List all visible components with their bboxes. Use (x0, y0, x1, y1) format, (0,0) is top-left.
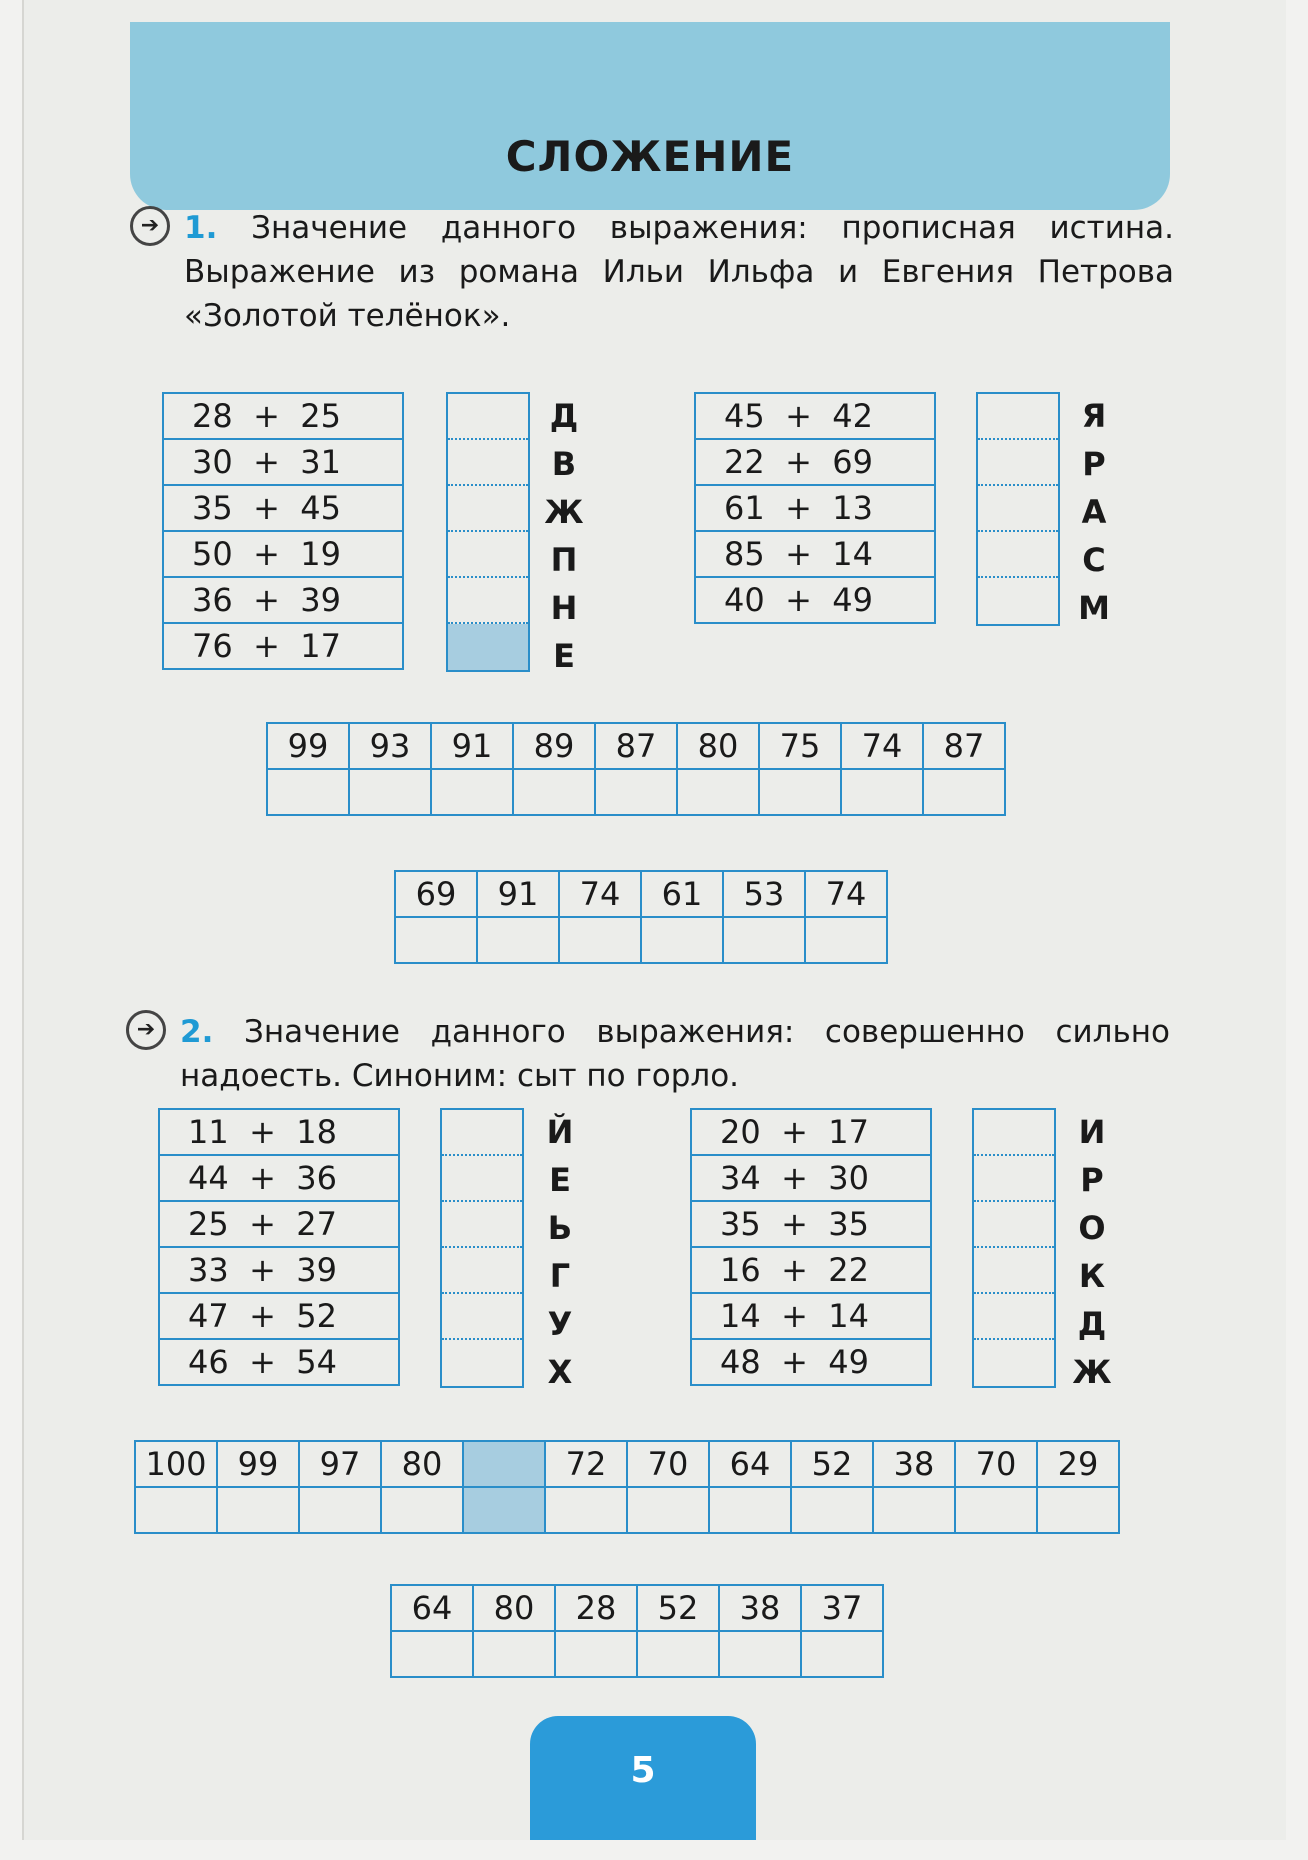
expression: 44 + 36 (159, 1155, 399, 1201)
grid-number: 75 (759, 723, 841, 769)
grid-answer-cell[interactable] (641, 917, 723, 963)
letter: К (1078, 1257, 1106, 1295)
header-band (130, 22, 1170, 210)
task2-left-answers (440, 1108, 524, 1388)
grid-answer-cell[interactable] (381, 1487, 463, 1533)
task1-number: 1. (184, 210, 218, 246)
grid-answer-cell[interactable] (719, 1631, 801, 1677)
letter: С (1082, 541, 1106, 579)
letter: И (1078, 1113, 1106, 1151)
expression: 20 + 17 (691, 1109, 931, 1155)
grid-answer-cell[interactable] (395, 917, 477, 963)
grid-answer-cell[interactable] (723, 917, 805, 963)
grid-answer-cell[interactable] (217, 1487, 299, 1533)
grid-number: 52 (637, 1585, 719, 1631)
answer-box[interactable] (974, 1294, 1054, 1340)
grid-number: 69 (395, 871, 477, 917)
letter: Е (553, 637, 575, 675)
answer-box[interactable] (974, 1156, 1054, 1202)
task1-right-answers (976, 392, 1060, 626)
answer-box[interactable] (448, 440, 528, 486)
grid-answer-cell[interactable] (559, 917, 641, 963)
grid-number: 91 (477, 871, 559, 917)
letter: П (550, 541, 578, 579)
grid-number: 29 (1037, 1441, 1119, 1487)
task2-right-answers (972, 1108, 1056, 1388)
letter: М (1078, 589, 1110, 627)
answer-box[interactable] (974, 1340, 1054, 1386)
answer-box[interactable] (978, 532, 1058, 578)
grid-number: 100 (135, 1441, 217, 1487)
grid-answer-cell[interactable] (135, 1487, 217, 1533)
task2-description: Значение данного выражения: совершенно сильно надоесть. Синоним: сыт по горло. (180, 1014, 1170, 1094)
grid-answer-cell[interactable] (299, 1487, 381, 1533)
expression: 40 + 49 (695, 577, 935, 623)
letter: А (1081, 493, 1107, 531)
answer-box[interactable] (978, 440, 1058, 486)
letter: Ь (547, 1209, 573, 1247)
task2-number: 2. (180, 1014, 214, 1050)
answer-box[interactable] (978, 486, 1058, 532)
grid-answer-cell[interactable] (477, 917, 559, 963)
grid-answer-cell[interactable] (841, 769, 923, 815)
task1-right-letters (1074, 392, 1114, 632)
letter: Д (549, 397, 579, 435)
grid-number: 38 (719, 1585, 801, 1631)
expression: 22 + 69 (695, 439, 935, 485)
task1-right-expressions (694, 392, 936, 624)
expression: 33 + 39 (159, 1247, 399, 1293)
grid-answer-cell[interactable] (955, 1487, 1037, 1533)
grid-answer-cell[interactable] (637, 1631, 719, 1677)
task2-right-expressions (690, 1108, 932, 1386)
expression: 48 + 49 (691, 1339, 931, 1385)
grid-answer-cell[interactable] (473, 1631, 555, 1677)
answer-box[interactable] (448, 624, 528, 670)
grid-number: 87 (595, 723, 677, 769)
arrow-icon: ➔ (130, 206, 170, 246)
grid-number: 80 (473, 1585, 555, 1631)
answer-box[interactable] (448, 394, 528, 440)
grid-answer-cell[interactable] (555, 1631, 637, 1677)
answer-box[interactable] (974, 1110, 1054, 1156)
expression: 45 + 42 (695, 393, 935, 439)
grid-number: 52 (791, 1441, 873, 1487)
grid-number: 99 (217, 1441, 299, 1487)
answer-box[interactable] (974, 1248, 1054, 1294)
grid-answer-cell[interactable] (805, 917, 887, 963)
task1-answer-grid-1 (266, 722, 1006, 816)
grid-number: 64 (709, 1441, 791, 1487)
page-title: СЛОЖЕНИЕ (505, 132, 795, 181)
answer-box[interactable] (448, 578, 528, 624)
expression: 85 + 14 (695, 531, 935, 577)
answer-box[interactable] (442, 1340, 522, 1386)
expression: 50 + 19 (163, 531, 403, 577)
task2-answer-grid-1 (134, 1440, 1120, 1534)
task2-answer-grid-2 (390, 1584, 884, 1678)
grid-answer-cell[interactable] (595, 769, 677, 815)
grid-number: 70 (955, 1441, 1037, 1487)
task2-right-letters (1072, 1108, 1112, 1396)
expression: 35 + 35 (691, 1201, 931, 1247)
grid-number: 80 (677, 723, 759, 769)
task1-left-answers (446, 392, 530, 672)
arrow-icon: ➔ (126, 1010, 166, 1050)
expression: 46 + 54 (159, 1339, 399, 1385)
letter: Д (1077, 1305, 1107, 1343)
expression: 47 + 52 (159, 1293, 399, 1339)
grid-answer-cell[interactable] (873, 1487, 955, 1533)
task1-text (184, 206, 1174, 338)
grid-number: 80 (381, 1441, 463, 1487)
expression: 28 + 25 (163, 393, 403, 439)
letter: Е (549, 1161, 571, 1199)
letter: Ж (544, 493, 584, 531)
letter: Р (1080, 1161, 1104, 1199)
grid-answer-cell[interactable] (923, 769, 1005, 815)
expression: 76 + 17 (163, 623, 403, 669)
expression: 14 + 14 (691, 1293, 931, 1339)
grid-answer-cell[interactable] (677, 769, 759, 815)
grid-number: 53 (723, 871, 805, 917)
task1-description: Значение данного выражения: прописная истина. Выражение из романа Ильи Ильфа и Евгения Петрова «Золотой телёнок». (184, 210, 1175, 334)
grid-answer-cell[interactable] (513, 769, 595, 815)
letter: Я (1081, 397, 1107, 435)
letter: Х (547, 1353, 573, 1391)
grid-answer-cell[interactable] (349, 769, 431, 815)
answer-box[interactable] (448, 486, 528, 532)
expression: 11 + 18 (159, 1109, 399, 1155)
grid-number: 74 (805, 871, 887, 917)
grid-number: 61 (641, 871, 723, 917)
grid-answer-cell[interactable] (463, 1487, 545, 1533)
grid-number: 38 (873, 1441, 955, 1487)
grid-answer-cell[interactable] (791, 1487, 873, 1533)
answer-box[interactable] (442, 1110, 522, 1156)
grid-number: 64 (391, 1585, 473, 1631)
expression: 34 + 30 (691, 1155, 931, 1201)
grid-answer-cell[interactable] (431, 769, 513, 815)
task2-text (180, 1010, 1170, 1098)
expression: 35 + 45 (163, 485, 403, 531)
grid-number: 97 (299, 1441, 381, 1487)
answer-box[interactable] (442, 1294, 522, 1340)
grid-number: 87 (923, 723, 1005, 769)
task1-answer-grid-2 (394, 870, 888, 964)
grid-number: 74 (559, 871, 641, 917)
grid-number: 28 (555, 1585, 637, 1631)
grid-answer-cell[interactable] (759, 769, 841, 815)
answer-box[interactable] (448, 532, 528, 578)
letter: Й (546, 1113, 574, 1151)
grid-number: 70 (627, 1441, 709, 1487)
grid-answer-cell[interactable] (267, 769, 349, 815)
grid-number (463, 1441, 545, 1487)
grid-number: 93 (349, 723, 431, 769)
task1-left-letters (544, 392, 584, 680)
answer-box[interactable] (978, 394, 1058, 440)
grid-number: 89 (513, 723, 595, 769)
answer-box[interactable] (442, 1248, 522, 1294)
grid-number: 37 (801, 1585, 883, 1631)
expression: 36 + 39 (163, 577, 403, 623)
letter: У (547, 1305, 573, 1343)
grid-answer-cell[interactable] (391, 1631, 473, 1677)
grid-answer-cell[interactable] (709, 1487, 791, 1533)
expression: 30 + 31 (163, 439, 403, 485)
letter: Н (550, 589, 578, 627)
expression: 61 + 13 (695, 485, 935, 531)
task1-left-expressions (162, 392, 404, 670)
task2-left-expressions (158, 1108, 400, 1386)
grid-answer-cell[interactable] (801, 1631, 883, 1677)
grid-number: 72 (545, 1441, 627, 1487)
expression: 16 + 22 (691, 1247, 931, 1293)
grid-number: 74 (841, 723, 923, 769)
letter: Г (549, 1257, 571, 1295)
answer-box[interactable] (978, 578, 1058, 624)
grid-number: 91 (431, 723, 513, 769)
task2-left-letters (540, 1108, 580, 1396)
grid-number: 99 (267, 723, 349, 769)
grid-answer-cell[interactable] (627, 1487, 709, 1533)
letter: Ж (1072, 1353, 1112, 1391)
letter: Р (1082, 445, 1106, 483)
page-number: 5 (530, 1716, 756, 1840)
letter: В (551, 445, 577, 483)
expression: 25 + 27 (159, 1201, 399, 1247)
answer-box[interactable] (442, 1202, 522, 1248)
grid-answer-cell[interactable] (545, 1487, 627, 1533)
letter: О (1078, 1209, 1106, 1247)
grid-answer-cell[interactable] (1037, 1487, 1119, 1533)
answer-box[interactable] (442, 1156, 522, 1202)
answer-box[interactable] (974, 1202, 1054, 1248)
